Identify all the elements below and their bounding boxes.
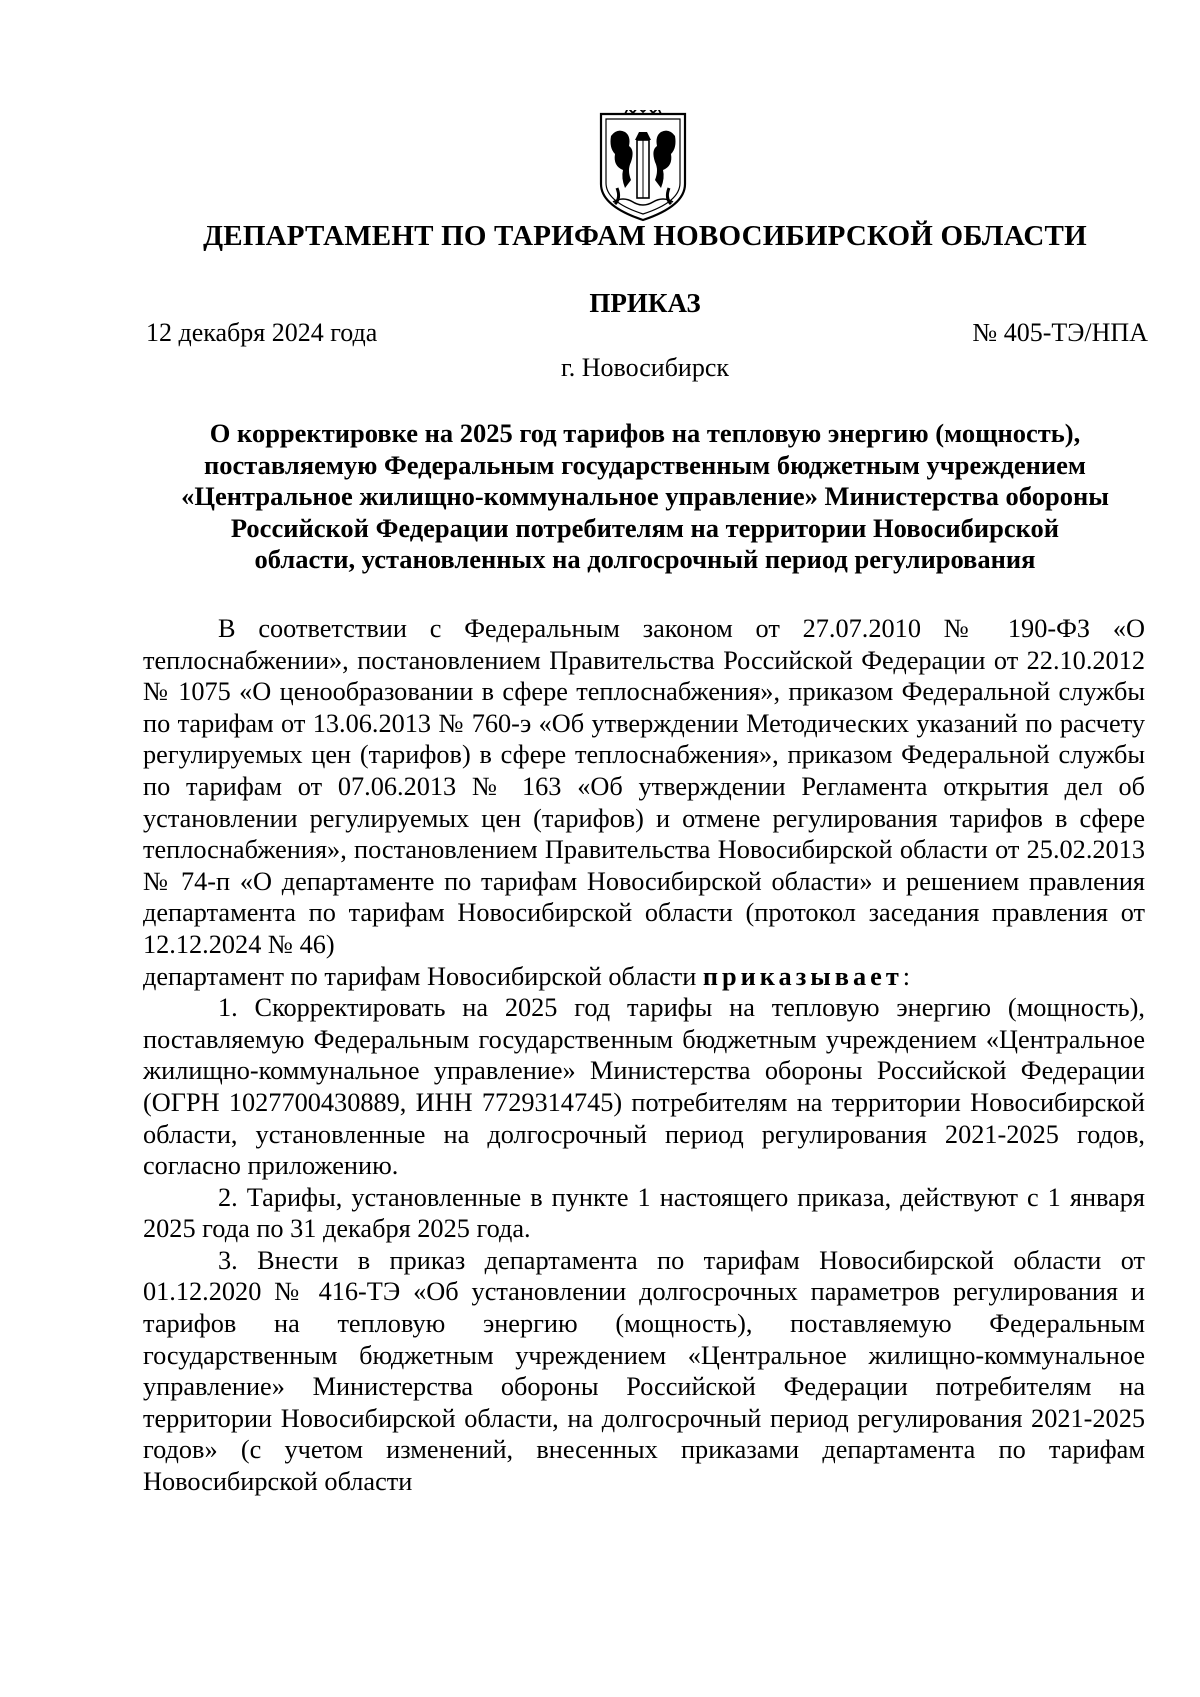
order-date: 12 декабря 2024 года xyxy=(146,318,378,347)
document-type: ПРИКАЗ xyxy=(589,288,701,318)
department-title: ДЕПАРТАМЕНТ ПО ТАРИФАМ НОВОСИБИРСКОЙ ОБЛАСТИ xyxy=(203,220,1087,252)
order-prefix: департамент по тарифам Новосибирской области xyxy=(143,961,703,991)
order-subject xyxy=(146,418,1144,576)
order-item-1: 1. Скорректировать на 2025 год тарифы на тепловую энергию (мощность), поставляемую Федеральным государственным бюджетным учреждением «Центральное жилищно-коммунальное управление» Министерства обороны Российской Федерации (ОГРН 1027700430889, ИНН 7729314745) потребителям на территории Новосибирской области, установленные на долгосрочный период регулирования 2021-2025 годов, согласно приложению. xyxy=(143,993,1145,1181)
subject-line: области, установленных на долгосрочный период регулирования xyxy=(254,544,1036,574)
order-statement xyxy=(143,961,1145,993)
order-body xyxy=(143,613,1145,1498)
meta-row xyxy=(146,318,1146,354)
order-item-2: 2. Тарифы, установленные в пункте 1 настоящего приказа, действуют с 1 января 2025 года по 31 декабря 2025 года. xyxy=(143,1182,1145,1244)
order-suffix: : xyxy=(902,961,911,991)
subject-line: О корректировке на 2025 год тарифов на тепловую энергию (мощность), xyxy=(209,418,1081,448)
subject-line: «Центральное жилищно-коммунальное управление» Министерства обороны xyxy=(181,481,1109,511)
coat-of-arms-icon xyxy=(595,110,691,222)
order-verb: приказывает xyxy=(702,961,903,991)
order-item-3: 3. Внести в приказ департамента по тарифам Новосибирской области от 01.12.2020 № 416-ТЭ «Об установлении долгосрочных параметров регулирования и тарифов на тепловую энергию (мощность), поставляемую Федеральным государственным бюджетным учреждением «Центральное жилищно-коммунальное управление» Министерства обороны Российской Федерации потребителям на территории Новосибирской области, на долгосрочный период регулирования 2021-2025 годов» (с учетом изменений, внесенных приказами департамента по тарифам Новосибирской области xyxy=(143,1245,1145,1497)
subject-line: Российской Федерации потребителям на территории Новосибирской xyxy=(230,512,1060,543)
order-number: № 405-ТЭ/НПА xyxy=(972,318,1148,347)
order-city: г. Новосибирск xyxy=(560,353,730,382)
preamble-paragraph: В соответствии с Федеральным законом от 27.07.2010 № 190-ФЗ «О теплоснабжении», постановлением Правительства Российской Федерации от 22.10.2012 № 1075 «О ценообразовании в сфере теплоснабжения», приказом Федеральной службы по тарифам от 13.06.2013 № 760-э «Об утверждении Методических указаний по расчету регулируемых цен (тарифов) в сфере теплоснабжения», приказом Федеральной службы по тарифам от 07.06.2013 № 163 «Об утверждении Регламента открытия дел об установлении регулируемых цен (тарифов) и отмене регулирования тарифов в сфере теплоснабжения», постановлением Правительства Новосибирской области от 25.02.2013 № 74-п «О департаменте по тарифам Новосибирской области» и решением правления департамента по тарифам Новосибирской области (протокол заседания правления от 12.12.2024 № 46) xyxy=(143,614,1145,959)
subject-line: поставляемую Федеральным государственным бюджетным учреждением xyxy=(204,449,1086,480)
